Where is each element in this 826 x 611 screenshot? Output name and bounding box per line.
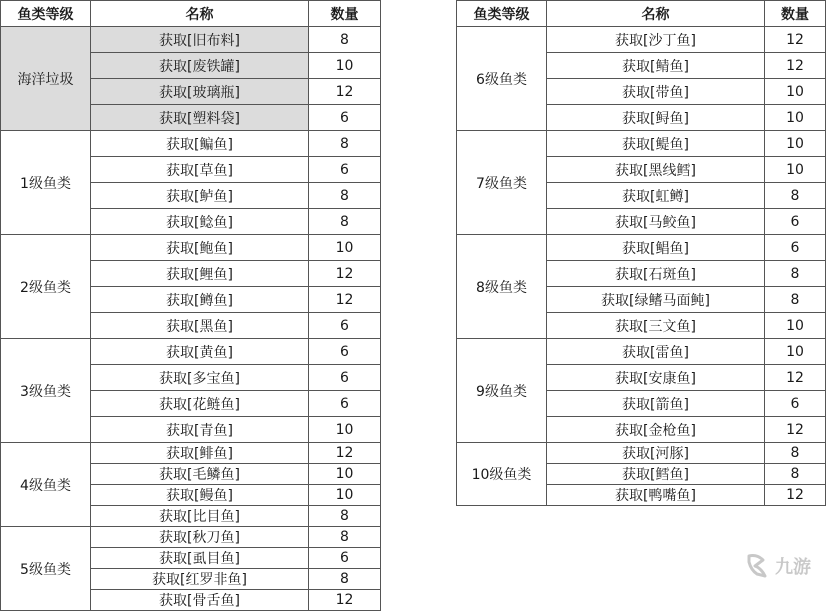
level-cell: 6级鱼类 bbox=[457, 27, 547, 131]
fish-name-cell: 获取[鳊鱼] bbox=[91, 131, 309, 157]
table-row bbox=[457, 235, 826, 261]
level-cell: 2级鱼类 bbox=[1, 235, 91, 339]
table-row bbox=[457, 27, 826, 53]
quantity-cell: 10 bbox=[765, 131, 826, 157]
quantity-cell: 8 bbox=[309, 131, 381, 157]
level-cell: 10级鱼类 bbox=[457, 443, 547, 506]
quantity-cell: 10 bbox=[309, 485, 381, 506]
table-row bbox=[1, 131, 381, 157]
fish-name-cell: 获取[黑鱼] bbox=[91, 313, 309, 339]
fish-name-cell: 获取[鳟鱼] bbox=[91, 287, 309, 313]
fish-name-cell: 获取[马鲛鱼] bbox=[547, 209, 765, 235]
quantity-cell: 10 bbox=[309, 235, 381, 261]
fish-name-cell: 获取[三文鱼] bbox=[547, 313, 765, 339]
jiuyou-logo-icon bbox=[743, 552, 771, 580]
fish-name-cell: 获取[秋刀鱼] bbox=[91, 527, 309, 548]
fish-name-cell: 获取[旧布料] bbox=[91, 27, 309, 53]
fish-name-cell: 获取[红罗非鱼] bbox=[91, 569, 309, 590]
header-qty: 数量 bbox=[765, 1, 826, 27]
fish-name-cell: 获取[青鱼] bbox=[91, 417, 309, 443]
quantity-cell: 8 bbox=[309, 183, 381, 209]
quantity-cell: 10 bbox=[765, 79, 826, 105]
quantity-cell: 10 bbox=[765, 313, 826, 339]
level-cell: 海洋垃圾 bbox=[1, 27, 91, 131]
quantity-cell: 8 bbox=[765, 464, 826, 485]
fish-name-cell: 获取[比目鱼] bbox=[91, 506, 309, 527]
quantity-cell: 12 bbox=[309, 287, 381, 313]
fish-name-cell: 获取[河豚] bbox=[547, 443, 765, 464]
fish-name-cell: 获取[金枪鱼] bbox=[547, 417, 765, 443]
level-cell: 4级鱼类 bbox=[1, 443, 91, 527]
level-cell: 7级鱼类 bbox=[457, 131, 547, 235]
fish-name-cell: 获取[鲳鱼] bbox=[547, 235, 765, 261]
fish-name-cell: 获取[黑线鳕] bbox=[547, 157, 765, 183]
quantity-cell: 8 bbox=[765, 261, 826, 287]
header-level: 鱼类等级 bbox=[457, 1, 547, 27]
quantity-cell: 12 bbox=[309, 261, 381, 287]
fish-name-cell: 获取[毛鳞鱼] bbox=[91, 464, 309, 485]
fish-name-cell: 获取[鲱鱼] bbox=[91, 443, 309, 464]
fish-name-cell: 获取[多宝鱼] bbox=[91, 365, 309, 391]
quantity-cell: 6 bbox=[765, 209, 826, 235]
quantity-cell: 8 bbox=[309, 27, 381, 53]
quantity-cell: 8 bbox=[309, 209, 381, 235]
level-cell: 8级鱼类 bbox=[457, 235, 547, 339]
quantity-cell: 10 bbox=[309, 53, 381, 79]
fish-name-cell: 获取[鸭嘴鱼] bbox=[547, 485, 765, 506]
quantity-cell: 6 bbox=[309, 157, 381, 183]
header-level: 鱼类等级 bbox=[1, 1, 91, 27]
quantity-cell: 12 bbox=[765, 365, 826, 391]
fish-name-cell: 获取[鳀鱼] bbox=[547, 131, 765, 157]
header-qty: 数量 bbox=[309, 1, 381, 27]
level-cell: 5级鱼类 bbox=[1, 527, 91, 611]
fish-name-cell: 获取[草鱼] bbox=[91, 157, 309, 183]
quantity-cell: 12 bbox=[765, 53, 826, 79]
quantity-cell: 8 bbox=[765, 443, 826, 464]
quantity-cell: 6 bbox=[765, 235, 826, 261]
fish-name-cell: 获取[鲟鱼] bbox=[547, 105, 765, 131]
header-name: 名称 bbox=[91, 1, 309, 27]
table-row bbox=[457, 131, 826, 157]
fish-name-cell: 获取[带鱼] bbox=[547, 79, 765, 105]
quantity-cell: 8 bbox=[765, 287, 826, 313]
fish-name-cell: 获取[玻璃瓶] bbox=[91, 79, 309, 105]
fish-name-cell: 获取[骨舌鱼] bbox=[91, 590, 309, 611]
table-row bbox=[1, 443, 381, 464]
quantity-cell: 12 bbox=[309, 79, 381, 105]
quantity-cell: 6 bbox=[309, 313, 381, 339]
quantity-cell: 12 bbox=[765, 485, 826, 506]
fish-name-cell: 获取[鲶鱼] bbox=[91, 209, 309, 235]
fish-name-cell: 获取[鳗鱼] bbox=[91, 485, 309, 506]
quantity-cell: 8 bbox=[309, 506, 381, 527]
watermark-logo bbox=[743, 552, 811, 580]
fish-name-cell: 获取[鲍鱼] bbox=[91, 235, 309, 261]
quantity-cell: 10 bbox=[309, 417, 381, 443]
table-row bbox=[1, 339, 381, 365]
quantity-cell: 10 bbox=[765, 157, 826, 183]
table-row bbox=[1, 527, 381, 548]
level-cell: 3级鱼类 bbox=[1, 339, 91, 443]
header-row bbox=[1, 1, 381, 27]
quantity-cell: 12 bbox=[765, 417, 826, 443]
fish-name-cell: 获取[石斑鱼] bbox=[547, 261, 765, 287]
fish-name-cell: 获取[塑料袋] bbox=[91, 105, 309, 131]
table-row bbox=[457, 339, 826, 365]
fish-name-cell: 获取[鲤鱼] bbox=[91, 261, 309, 287]
table-row bbox=[1, 27, 381, 53]
quantity-cell: 10 bbox=[309, 464, 381, 485]
fish-name-cell: 获取[绿鳍马面鲀] bbox=[547, 287, 765, 313]
quantity-cell: 6 bbox=[309, 548, 381, 569]
fish-name-cell: 获取[沙丁鱼] bbox=[547, 27, 765, 53]
quantity-cell: 8 bbox=[765, 183, 826, 209]
fish-name-cell: 获取[鲭鱼] bbox=[547, 53, 765, 79]
header-name: 名称 bbox=[547, 1, 765, 27]
right-fish-table bbox=[456, 0, 826, 506]
fish-name-cell: 获取[鲈鱼] bbox=[91, 183, 309, 209]
table-row bbox=[457, 443, 826, 464]
quantity-cell: 10 bbox=[765, 105, 826, 131]
quantity-cell: 12 bbox=[309, 443, 381, 464]
quantity-cell: 6 bbox=[309, 365, 381, 391]
fish-name-cell: 获取[安康鱼] bbox=[547, 365, 765, 391]
fish-name-cell: 获取[鳕鱼] bbox=[547, 464, 765, 485]
fish-name-cell: 获取[箭鱼] bbox=[547, 391, 765, 417]
quantity-cell: 8 bbox=[309, 569, 381, 590]
fish-name-cell: 获取[虹鳟] bbox=[547, 183, 765, 209]
quantity-cell: 8 bbox=[309, 527, 381, 548]
logo-text: 九游 bbox=[775, 557, 811, 578]
quantity-cell: 12 bbox=[309, 590, 381, 611]
fish-name-cell: 获取[花鲢鱼] bbox=[91, 391, 309, 417]
table-row bbox=[1, 235, 381, 261]
quantity-cell: 6 bbox=[309, 339, 381, 365]
quantity-cell: 12 bbox=[765, 27, 826, 53]
fish-name-cell: 获取[黄鱼] bbox=[91, 339, 309, 365]
quantity-cell: 10 bbox=[765, 339, 826, 365]
fish-name-cell: 获取[废铁罐] bbox=[91, 53, 309, 79]
left-fish-table bbox=[0, 0, 381, 611]
quantity-cell: 6 bbox=[309, 391, 381, 417]
quantity-cell: 6 bbox=[309, 105, 381, 131]
level-cell: 1级鱼类 bbox=[1, 131, 91, 235]
fish-name-cell: 获取[雷鱼] bbox=[547, 339, 765, 365]
fish-name-cell: 获取[虱目鱼] bbox=[91, 548, 309, 569]
level-cell: 9级鱼类 bbox=[457, 339, 547, 443]
quantity-cell: 6 bbox=[765, 391, 826, 417]
header-row bbox=[457, 1, 826, 27]
